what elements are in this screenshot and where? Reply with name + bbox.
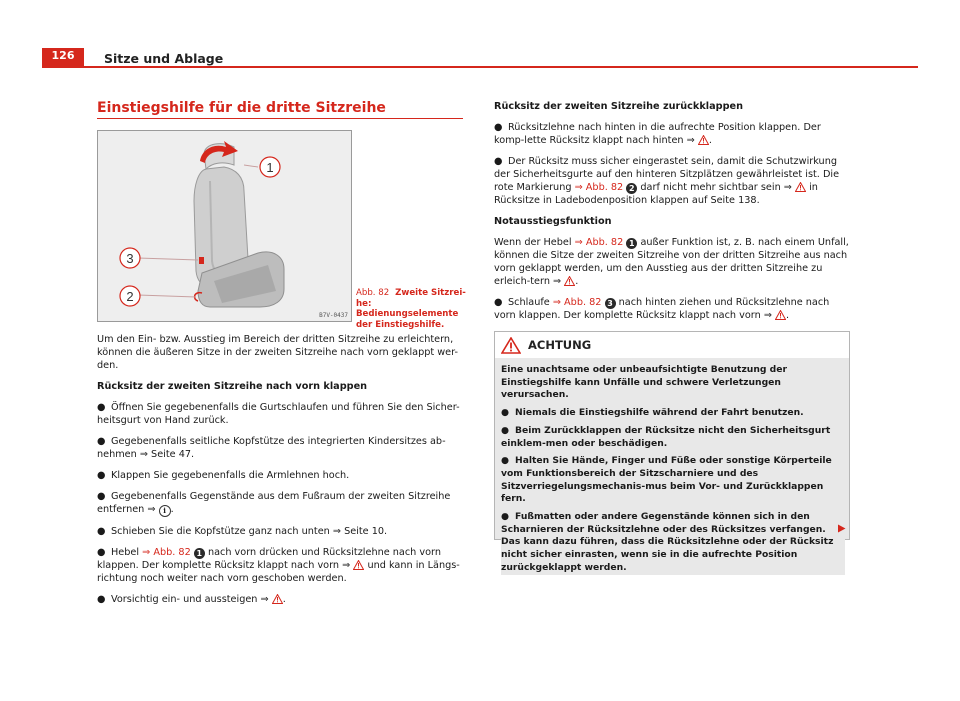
warning-icon (353, 560, 364, 570)
warning-box (494, 331, 850, 573)
list-item: ● Vorsichtig ein- und aussteigen ⇒ . (97, 594, 286, 605)
right-column (494, 100, 850, 322)
list-item: ● Hebel ⇒ Abb. 82 1 nach vorn drücken und Rücksitzlehne nach vorn klappen. Der komplette Rücksitz klappt nach vorn ⇒ und kann in Längs-richtung noch weiter nach vorn geschoben werden. (97, 547, 460, 584)
continue-arrow-icon (837, 524, 846, 533)
warning-intro: Eine unachtsame oder unbeaufsichtigte Benutzung der Einstiegshilfe kann Unfälle und schwere Verletzungen verursachen. (501, 364, 787, 401)
figure-caption-label: Abb. 82 (356, 288, 390, 298)
warning-body (501, 364, 845, 575)
info-icon: i (159, 505, 171, 517)
figure-seat-illustration (97, 130, 352, 322)
list-item: ● Schieben Sie die Kopfstütze ganz nach unten ⇒ Seite 10. (97, 526, 388, 537)
warning-icon (698, 135, 709, 145)
callout-2: 2 (126, 289, 134, 304)
warning-icon (564, 276, 575, 286)
callout-badge: 3 (605, 298, 616, 309)
subheading-emergency-exit: Notausstiegsfunktion (494, 216, 612, 227)
page-number: 126 (51, 49, 75, 62)
header-divider (42, 66, 918, 68)
list-item: ● Rücksitzlehne nach hinten in die aufrechte Position klappen. Der komp-lette Rücksitz klappt nach hinten ⇒ . (494, 122, 821, 146)
warning-title: ACHTUNG (528, 338, 592, 352)
warning-item: ● Beim Zurückklappen der Rücksitze nicht den Sicherheitsgurt einklem-men oder beschädigen. (501, 424, 831, 449)
figure-ref-link[interactable]: ⇒ Abb. 82 (552, 297, 602, 308)
figure-code: B7V-0437 (319, 312, 348, 319)
figure-ref-link[interactable]: ⇒ Abb. 82 (574, 182, 624, 193)
figure-ref-link[interactable]: ⇒ Abb. 82 (574, 237, 624, 248)
section-title: Einstiegshilfe für die dritte Sitzreihe (97, 100, 386, 116)
figure-ref-link[interactable]: ⇒ Abb. 82 (142, 547, 191, 558)
subheading-fold-back: Rücksitz der zweiten Sitzreihe zurückklappen (494, 101, 743, 112)
warning-icon (775, 310, 786, 320)
list-item: ● Gegebenenfalls seitliche Kopfstütze des integrierten Kindersitzes ab-nehmen ⇒ Seite 47. (97, 436, 446, 460)
list-item: ● Öffnen Sie gegebenenfalls die Gurtschlaufen und führen Sie den Sicher-heitsgurt von Hand zurück. (97, 402, 460, 426)
list-item: ● Schlaufe ⇒ Abb. 82 3 nach hinten ziehen und Rücksitzlehne nach vorn klappen. Der komplette Rücksitz klappt nach vorn ⇒ . (494, 297, 830, 321)
warning-header (495, 332, 849, 358)
warning-icon (272, 594, 283, 604)
callout-badge: 2 (626, 183, 637, 194)
callout-badge: 1 (626, 238, 637, 249)
list-item: ● Klappen Sie gegebenenfalls die Armlehnen hoch. (97, 470, 350, 481)
warning-icon (795, 182, 806, 192)
seat-illustration (98, 131, 351, 321)
warning-item: ● Halten Sie Hände, Finger und Füße oder sonstige Körperteile vom Funktionsbereich der Sitzscharniere und des Sitzverriegelungsmechanis-mus beim Vor- und Zurückklappen fern. (501, 455, 832, 505)
emergency-paragraph: Wenn der Hebel ⇒ Abb. 82 1 außer Funktion ist, z. B. nach einem Unfall, können die Sitze der zweiten Sitzreihe von der dritten Sitzreihe aus nach vorn geklappt werden, um den Ausstieg aus der dritten Sitzreihe zu erleich-tern ⇒ . (494, 237, 849, 287)
chapter-title: Sitze und Ablage (104, 51, 224, 66)
callout-1: 1 (266, 160, 274, 175)
warning-item: ● Niemals die Einstiegshilfe während der Fahrt benutzen. (501, 407, 804, 419)
subheading-fold-forward: Rücksitz der zweiten Sitzreihe nach vorn klappen (97, 381, 368, 392)
warning-triangle-icon (501, 337, 521, 354)
section-divider (97, 118, 463, 119)
warning-item: ● Fußmatten oder andere Gegenstände können sich in den Scharnieren der Rücksitzlehne oder des Rücksitzes verfangen. Das kann dazu führen, dass die Rücksitzlehne oder der Rücksitz nicht sicher einrasten, wenn sie in die aufrechte Position zurückgeklappt werden. (501, 511, 834, 573)
intro-paragraph: Um den Ein- bzw. Ausstieg im Bereich der dritten Sitzreihe zu erleichtern, können die äußeren Sitze in der zweiten Sitzreihe nach vorn geklappt wer-den. (97, 334, 459, 371)
figure-caption (356, 288, 466, 330)
list-item: ● Der Rücksitz muss sicher eingerastet sein, damit die Schutzwirkung der Sicherheitsgurte auf den hinteren Sitzplätzen gewährleistet ist. Die rote Markierung ⇒ Abb. 82 2 darf nicht mehr sichtbar sein ⇒ in Rücksitze in Ladebodenposition klappen auf Seite 138. (494, 156, 840, 206)
list-item: ● Gegebenenfalls Gegenstände aus dem Fußraum der zweiten Sitzreihe entfernen ⇒ i . (97, 491, 451, 515)
figure-caption-text: Zweite Sitzrei-he: Bedienungselemente der Einstiegshilfe. (356, 288, 466, 330)
callout-3: 3 (126, 251, 134, 266)
left-column (97, 333, 465, 606)
callout-badge: 1 (194, 548, 205, 559)
